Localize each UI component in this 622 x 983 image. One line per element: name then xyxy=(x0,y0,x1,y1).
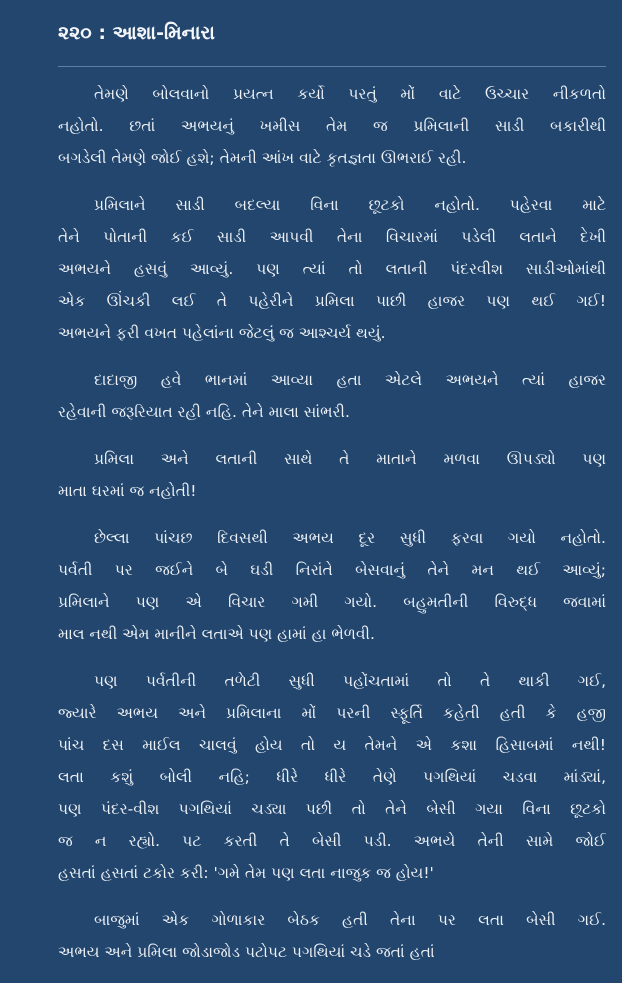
paragraph xyxy=(58,904,606,968)
page-header xyxy=(58,22,215,44)
page-number: ૨૨૦ xyxy=(58,22,92,44)
paragraph xyxy=(58,522,606,650)
paragraph xyxy=(58,78,606,174)
page-body xyxy=(58,78,606,983)
text-line: છેલ્લા પાંચછ દિવસથી અભય દૂર સુધી ફરવા ગયો નહોતો. xyxy=(94,529,606,547)
text-line: લતા કશું બોલી નહિ; ધીરે ધીરે તેણે પગથિયાં ચડવા માંડ્યાં, xyxy=(58,768,606,786)
header-separator: : xyxy=(98,22,106,44)
text-line: પાંચ દસ માઈલ ચાલવું હોય તો ય તેમને એ કશા હિસાબમાં નથી! xyxy=(58,736,606,754)
text-line: અભય અને પ્રમિલા જોડાજોડ પટોપટ પગથિયાં ચડે જતાં હતાં xyxy=(58,943,435,961)
text-line: અભયને હસવું આવ્યું. પણ ત્યાં તો લતાની પંદરવીશ સાડીઓમાંથી xyxy=(58,260,606,278)
text-line: પણ પર્વતીની તળેટી સુધી પહોંચતામાં તો તે થાકી ગઈ, xyxy=(94,672,606,690)
text-line: નહોતો. છતાં અભયનું ખમીસ તેમ જ પ્રમિલાની સાડી બકારીથી xyxy=(58,117,606,135)
book-title: આશા-મિનારા xyxy=(112,22,215,44)
text-line: પ્રમિલાને સાડી બદલ્યા વિના છૂટકો નહોતો. પહેરવા માટે xyxy=(94,196,606,214)
text-line: અભયને ફરી વખત પહેલાંના જેટલું જ આશ્ચર્ય થયું. xyxy=(58,324,386,342)
text-line: દાદાજી હવે ભાનમાં આવ્યા હતા એટલે અભયને ત્યાં હાજર xyxy=(94,371,606,389)
header-rule xyxy=(58,66,606,67)
paragraph xyxy=(58,364,606,428)
paragraph xyxy=(58,443,606,507)
text-line: તેને પોતાની કઈ સાડી આપવી તેના વિચારમાં પડેલી લતાને દેખી xyxy=(58,228,606,246)
text-line: હસતાં હસતાં ટકોર કરી: 'ગમે તેમ પણ લતા નાજુક જ હોય!' xyxy=(58,864,434,882)
text-line: જ્યારે અભય અને પ્રમિલાના મોં પરની સ્ફૂર્તિ કહેતી હતી કે હજી xyxy=(58,704,606,722)
paragraph xyxy=(58,189,606,349)
text-line: એક ઊંચકી લઈ તે પહેરીને પ્રમિલા પાછી હાજર પણ થઈ ગઈ! xyxy=(58,292,606,310)
paragraph xyxy=(58,665,606,889)
text-line: પ્રમિલા અને લતાની સાથે તે માતાને મળવા ઊપડ્યો પણ xyxy=(94,450,606,468)
text-line: પણ પંદર-વીશ પગથિયાં ચડ્યા પછી તો તેને બેસી ગયા વિના છૂટકો xyxy=(58,800,606,818)
text-line: માતા ઘરમાં જ નહોતી! xyxy=(58,482,197,500)
text-line: માલ નથી એમ માનીને લતાએ પણ હામાં હા ભેળવી. xyxy=(58,625,375,643)
text-line: જ ન રહ્યો. પટ કરતી તે બેસી પડી. અભયે તેની સામે જોઈ xyxy=(58,832,606,850)
text-line: બાજુમાં એક ગોળાકાર બેઠક હતી તેના પર લતા બેસી ગઈ. xyxy=(94,911,606,929)
text-line: તેમણે બોલવાનો પ્રયત્ન કર્યો પરતું મોં વાટે ઉચ્ચાર નીકળતો xyxy=(94,85,606,103)
text-line: પ્રમિલાને પણ એ વિચાર ગમી ગયો. બહુમતીની વિરુદ્ધ જવામાં xyxy=(58,593,606,611)
text-line: બગડેલી તેમણે જોઈ હશે; તેમની આંખ વાટે કૃતજ્ઞતા ઊભરાઈ રહી. xyxy=(58,149,467,167)
text-line: રહેવાની જરૂરિયાત રહી નહિ. તેને માલા સાંભરી. xyxy=(58,403,350,421)
text-line: પર્વતી પર જઈને બે ઘડી નિરાંતે બેસવાનું તેને મન થઈ આવ્યું; xyxy=(58,561,606,579)
